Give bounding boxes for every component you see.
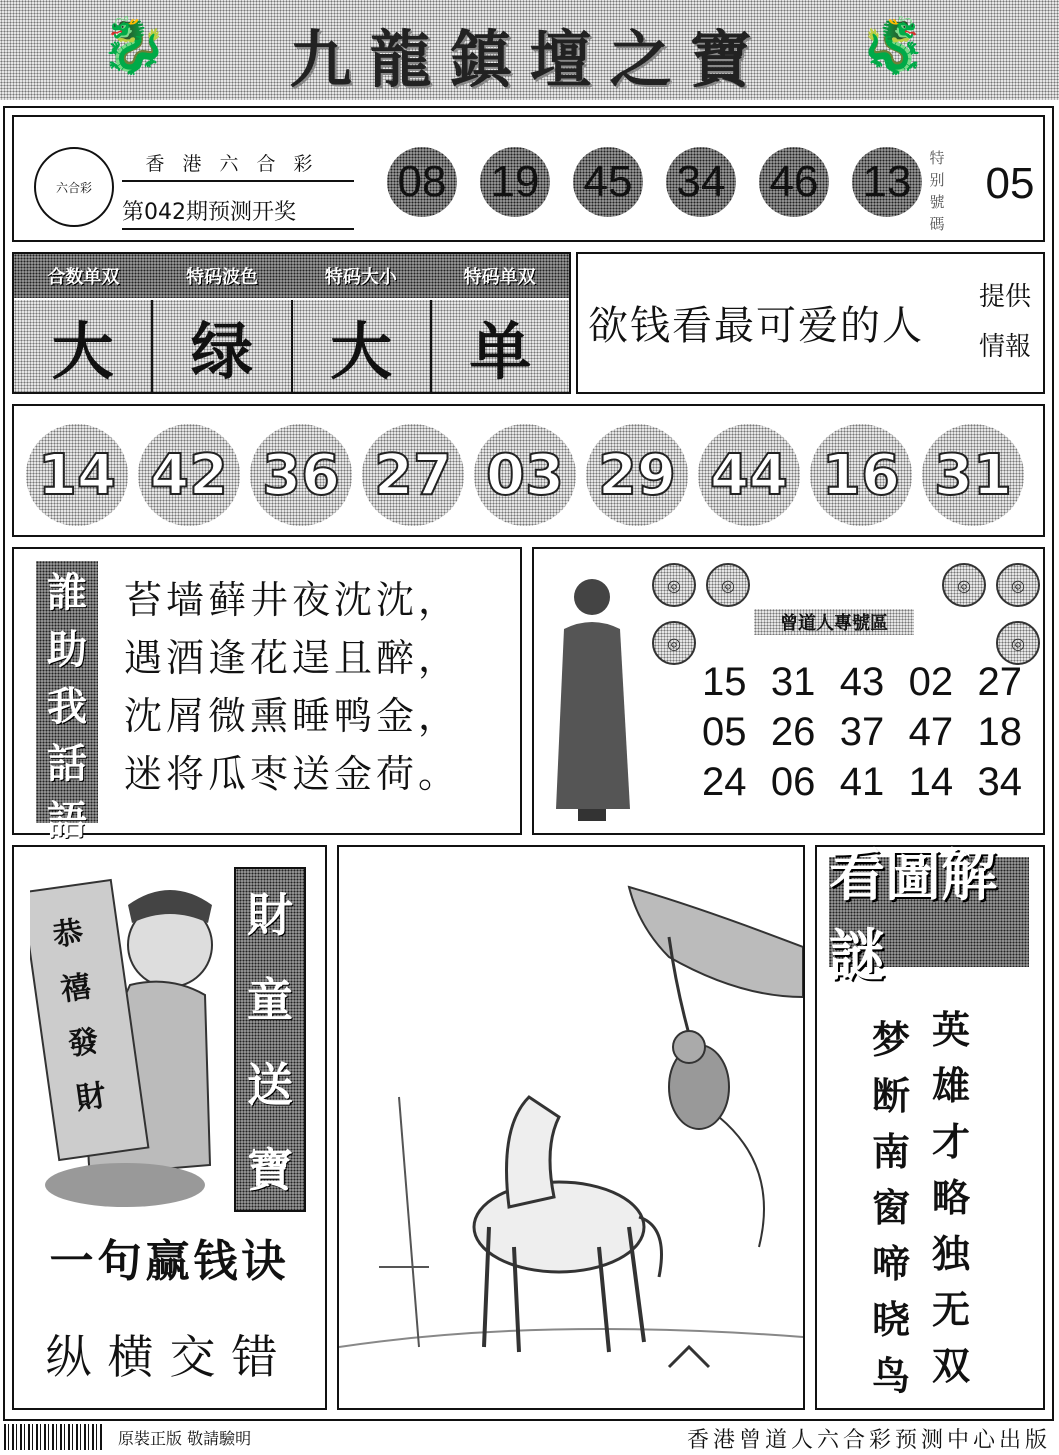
attribute-value: 绿	[151, 300, 290, 392]
poem-line: 沈屑微熏睡鸭金，	[124, 694, 461, 738]
zone-number: 34	[977, 760, 1022, 804]
coin-icon: ◎	[996, 563, 1040, 607]
riddle-char: 独	[931, 1231, 970, 1276]
zone-number: 47	[908, 710, 954, 754]
horse-monkey-illustration	[339, 847, 803, 1408]
draw-ball: 19	[480, 147, 550, 217]
draw-ball: 46	[759, 147, 829, 217]
number-circle: 27	[362, 424, 464, 526]
page-title: 九龍鎮壇之寶	[289, 23, 770, 96]
riddle-char: 窗	[871, 1185, 910, 1230]
coin-icon: ◎	[652, 563, 696, 607]
draw-ball: 45	[573, 147, 643, 217]
number-circle: 03	[474, 424, 576, 526]
zone-row	[702, 757, 1022, 807]
zone-number: 14	[908, 760, 954, 804]
barcode-icon	[4, 1424, 104, 1450]
number-circle: 44	[698, 424, 800, 526]
dragon-left-icon: 🐉	[100, 14, 168, 77]
attribute-value: 大	[51, 314, 114, 388]
riddle-char: 断	[871, 1073, 910, 1118]
zone-number: 43	[839, 660, 885, 704]
riddle-char: 南	[871, 1129, 910, 1174]
coin-icon: ◎	[942, 563, 986, 607]
number-circle: 16	[810, 424, 912, 526]
riddle-char: 无	[931, 1287, 970, 1332]
poem-label-char: 誰	[47, 569, 87, 616]
zone-number: 26	[770, 710, 816, 754]
zone-number: 06	[770, 760, 816, 804]
attribute-value: 单	[430, 300, 569, 392]
zone-number: 02	[908, 660, 954, 704]
slogan-text: 欲钱看最可爱的人	[588, 303, 924, 349]
dragon-right-icon: 🐉	[860, 14, 928, 77]
attributes-panel	[12, 252, 571, 394]
zone-panel	[532, 547, 1045, 835]
caption-char: 童	[247, 972, 293, 1027]
zone-number: 18	[977, 710, 1022, 754]
riddle-char: 略	[931, 1175, 970, 1220]
riddle-column-right	[927, 1002, 975, 1394]
poem-label-char: 話	[47, 740, 87, 787]
wealth-caption	[234, 867, 306, 1212]
poem-panel	[12, 547, 522, 844]
caption-char: 財	[247, 887, 293, 942]
attribute-label: 特码大小	[324, 267, 397, 288]
attribute-label: 特码单双	[463, 267, 536, 288]
zone-number: 37	[839, 710, 885, 754]
number-circle: 29	[586, 424, 688, 526]
poem-line: 苔墙藓井夜沈沈，	[124, 578, 461, 622]
number-circle: 42	[138, 424, 240, 526]
illustration-panel	[337, 845, 805, 1410]
poem-label	[36, 561, 98, 844]
riddle-char: 鸟	[871, 1353, 910, 1398]
number-circle: 36	[250, 424, 352, 526]
riddle-char: 啼	[871, 1241, 910, 1286]
zone-number: 31	[770, 660, 816, 704]
footer-left	[4, 1423, 251, 1451]
riddle-title: 看圖解謎	[829, 857, 1029, 967]
coin-icon: ◎	[652, 621, 696, 665]
recommend-numbers-panel	[12, 404, 1045, 537]
attribute-value: 大	[291, 300, 430, 392]
publisher-credit: 香港曾道人六合彩预测中心出版	[686, 1428, 1051, 1453]
scroll-char: 禧	[58, 968, 93, 1008]
zone-number: 41	[839, 760, 885, 804]
zone-label: 曾道人專號區	[754, 609, 914, 635]
riddle-char: 才	[931, 1119, 970, 1164]
poem-label-char: 助	[47, 626, 87, 673]
attribute-labels	[14, 254, 569, 298]
scroll-char: 財	[73, 1077, 109, 1117]
brand-label: 香港六合彩	[122, 149, 354, 182]
zone-number: 05	[702, 710, 747, 754]
draw-ball: 34	[666, 147, 736, 217]
scroll-char: 發	[66, 1023, 101, 1063]
attribute-label: 特码波色	[186, 267, 259, 288]
riddle-char: 雄	[931, 1063, 970, 1108]
poem-label-char: 語	[47, 797, 87, 844]
caption-char: 寶	[247, 1143, 293, 1198]
win-title: 一句赢钱诀	[49, 1236, 290, 1287]
riddle-panel	[815, 845, 1045, 1410]
coin-icon: ◎	[706, 563, 750, 607]
special-label: 特别號碼	[929, 149, 945, 233]
zone-row	[702, 657, 1022, 707]
poem-line: 迷将瓜枣送金荷。	[124, 752, 461, 796]
attribute-values	[14, 300, 569, 392]
draw-ball: 08	[387, 147, 457, 217]
poem-text	[124, 571, 460, 803]
zone-number: 27	[977, 660, 1022, 704]
wealth-panel	[12, 845, 327, 1410]
number-circle: 14	[26, 424, 128, 526]
win-phrase: 纵横交错	[45, 1330, 294, 1384]
riddle-column-left	[867, 1012, 915, 1404]
caption-char: 送	[247, 1058, 293, 1113]
riddle-char: 英	[931, 1007, 970, 1052]
poem-label-char: 我	[47, 683, 87, 730]
riddle-char: 晓	[871, 1297, 910, 1342]
coin-icon: ◎	[996, 621, 1040, 665]
issue-label: 第042期预测开奖	[122, 195, 354, 230]
special-number: 05	[985, 159, 1035, 208]
zone-number: 15	[702, 660, 747, 704]
zone-number-grid	[702, 657, 1022, 807]
number-circle: 31	[922, 424, 1024, 526]
header-banner	[0, 0, 1059, 100]
authenticity-note: 原裝正版 敬請驗明	[118, 1428, 252, 1448]
poem-line: 遇酒逢花逞且醉，	[124, 636, 461, 680]
riddle-char: 双	[931, 1343, 970, 1388]
zone-row	[702, 707, 1022, 757]
provider-label: 提供情報	[979, 282, 1032, 362]
lottery-logo: 六合彩	[34, 147, 114, 227]
riddle-char: 梦	[871, 1017, 910, 1062]
man-figure-icon	[544, 559, 639, 827]
draw-panel	[12, 115, 1045, 242]
zone-number: 24	[702, 760, 747, 804]
scroll-char: 恭	[50, 914, 86, 954]
slogan-panel	[576, 252, 1045, 394]
draw-ball: 13	[852, 147, 922, 217]
attribute-label: 合数单双	[47, 267, 120, 288]
